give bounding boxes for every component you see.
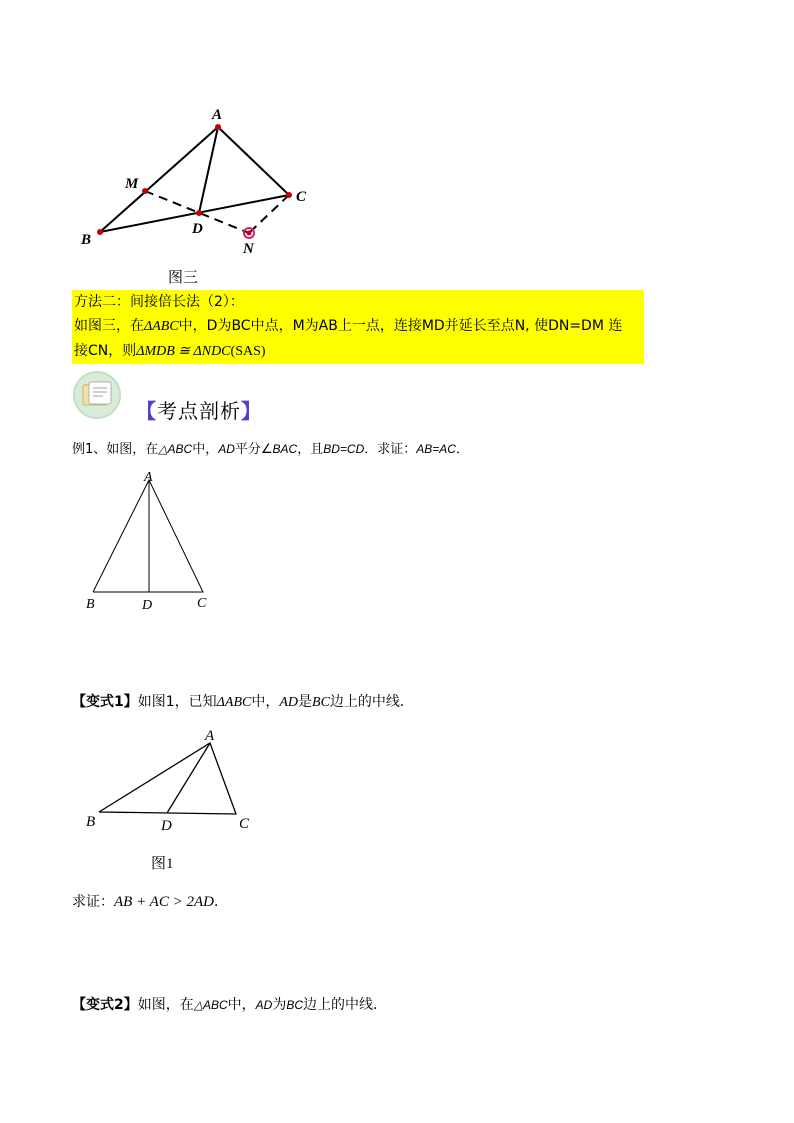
method-highlight-box bbox=[72, 290, 644, 364]
method-line-2: 如图三，在ΔABC中，D为BC中点，M为AB上一点，连接MD并延长至点N, 使DN=DM 连 bbox=[74, 318, 623, 334]
section-title: 【考点剖析】 bbox=[136, 399, 262, 423]
segment-ac bbox=[218, 127, 289, 195]
figure-1-caption: 图1 bbox=[151, 856, 174, 872]
label-c: C bbox=[197, 596, 207, 611]
label-c: C bbox=[239, 816, 250, 832]
segment-ad bbox=[167, 743, 210, 813]
variant-1-proof: 求证：AB + AC > 2AD． bbox=[72, 894, 228, 910]
segment-ad bbox=[199, 127, 218, 213]
label-c: C bbox=[296, 189, 307, 205]
label-a: A bbox=[144, 470, 153, 485]
label-m: M bbox=[125, 176, 139, 192]
label-b: B bbox=[86, 814, 96, 830]
triangle-abc bbox=[99, 743, 236, 814]
label-d: D bbox=[192, 221, 203, 237]
label-d: D bbox=[142, 598, 153, 613]
figure-3-caption: 图三 bbox=[168, 268, 199, 286]
method-title: 方法二：间接倍长法（2）： bbox=[74, 294, 244, 310]
triangle-abc bbox=[93, 480, 203, 592]
point-a bbox=[215, 124, 221, 130]
point-b bbox=[97, 229, 103, 235]
label-d: D bbox=[161, 818, 172, 834]
point-c bbox=[286, 192, 292, 198]
label-n: N bbox=[243, 241, 254, 257]
variant-1-diagram bbox=[80, 722, 260, 837]
label-a: A bbox=[212, 107, 223, 123]
point-d bbox=[196, 210, 202, 216]
point-n bbox=[247, 231, 252, 236]
label-a: A bbox=[205, 728, 215, 744]
example-1-diagram bbox=[80, 465, 220, 615]
document-icon bbox=[73, 371, 121, 419]
segment-ba bbox=[100, 127, 218, 232]
method-line-3: 接CN，则ΔMDB ≅ ΔNDC(SAS) bbox=[74, 343, 266, 359]
figure-3-diagram bbox=[70, 100, 340, 260]
variant-2-text: 【变式2】如图，在△ABC中，AD为BC边上的中线． bbox=[72, 997, 387, 1013]
label-b: B bbox=[81, 232, 92, 248]
label-b: B bbox=[86, 597, 95, 612]
point-m bbox=[142, 188, 148, 194]
example-1-text: 例1、如图，在△ABC中，AD平分∠BAC，且BD=CD．求证：AB=AC． bbox=[72, 442, 469, 457]
variant-1-text: 【变式1】如图1，已知ΔABC中，AD是BC边上的中线． bbox=[72, 694, 414, 710]
